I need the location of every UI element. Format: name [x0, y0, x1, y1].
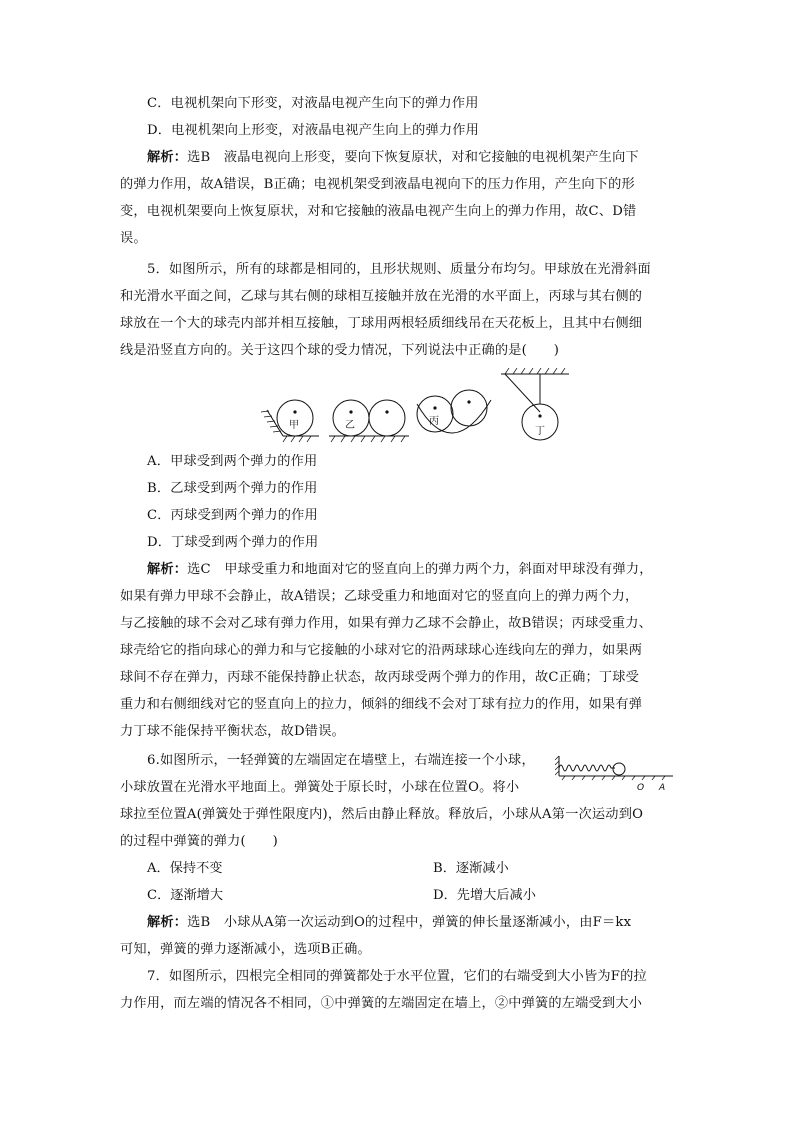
q4-explanation-line-1: 解析：选B 液晶电视向上形变，要向下恢复原状，对和它接触的电视机架产生向下: [147, 150, 639, 165]
q5-option-a: A．甲球受到两个弹力的作用: [147, 454, 318, 469]
q6-spring-figure: [555, 752, 675, 796]
q5-option-b: B．乙球受到两个弹力的作用: [147, 481, 318, 496]
q6-stem-line-4: 的过程中弹簧的弹力( ): [120, 834, 278, 849]
q5-stem-line-3: 球放在一个大的球壳内部并相互接触，丁球用两根轻质细线吊在天花板上，且其中右侧细: [120, 316, 643, 331]
q6-option-a: A．保持不变: [147, 861, 223, 876]
q6-stem-line-2: 小球放置在光滑水平地面上。弹簧处于原长时，小球在位置O。将小: [120, 780, 520, 795]
q5-option-d: D．丁球受到两个弹力的作用: [147, 535, 319, 550]
q6-option-c: C．逐渐增大: [147, 888, 224, 903]
q4-explanation-line-3: 变，电视机架要向上恢复原状，对和它接触的液晶电视产生向上的弹力作用，故C、D错: [120, 204, 637, 219]
label-ding: 丁: [535, 426, 545, 437]
q5-ball-figure: [255, 368, 575, 444]
q5-explanation-line-6: 重力和右侧细线对它的竖直向上的拉力，倾斜的细线不会对丁球有拉力的作用，如果有弹: [120, 697, 643, 712]
ball-yi-setup: [329, 400, 409, 442]
q7-stem-line-1: 7．如图所示，四根完全相同的弹簧都处于水平位置，它们的右端受到大小皆为F的拉: [147, 969, 647, 984]
q5-stem-line-2: 和光滑水平面之间，乙球与其右侧的球相互接触并放在光滑的水平面上，丙球与其右侧的: [120, 289, 643, 304]
q5-explanation-line-2: 如果有弹力甲球不会静止，故A错误；乙球受重力和地面对它的竖直向上的弹力两个力，: [120, 589, 639, 604]
q6-stem-line-3: 球拉至位置A(弹簧处于弹性限度内)，然后由静止释放。释放后，小球从A第一次运动到O: [120, 807, 644, 822]
label-bing: 丙: [429, 416, 439, 427]
label-position-o: O: [637, 783, 645, 793]
label-jia: 甲: [289, 420, 299, 431]
q6-explanation-line-1: 解析：选B 小球从A第一次运动到O的过程中，弹簧的伸长量逐渐减小，由F＝kx: [147, 915, 632, 930]
q5-explanation-line-7: 力丁球不能保持平衡状态，故D错误。: [120, 724, 345, 739]
explanation-label: 解析：: [147, 562, 188, 577]
q5-option-c: C．丙球受到两个弹力的作用: [147, 508, 318, 523]
small-ball: [613, 763, 625, 775]
q5-explanation-line-4: 球壳给它的指向球心的弹力和与它接触的小球对它的沿两球球心连线向左的弹力，如果两: [120, 643, 643, 658]
q4-explanation-line-2: 的弹力作用，故A错误，B正确；电视机架受到液晶电视向下的压力作用，产生向下的形: [120, 177, 635, 192]
explanation-label: 解析：: [147, 915, 188, 930]
q5-explanation-line-5: 球间不存在弹力，丙球不能保持静止状态，故丙球受两个弹力的作用，故C正确；丁球受: [120, 670, 640, 685]
q7-stem-line-2: 力作用，而左端的情况各不相同，①中弹簧的左端固定在墙上，②中弹簧的左端受到大小: [120, 996, 643, 1011]
q5-explanation-line-1: 解析：选C 甲球受重力和地面对它的竖直向上的弹力两个力，斜面对甲球没有弹力，: [147, 562, 653, 577]
q4-option-d: D．电视机架向上形变，对液晶电视产生向上的弹力作用: [147, 123, 480, 138]
q6-stem-line-1: 6.如图所示，一轻弹簧的左端固定在墙壁上，右端连接一个小球，: [147, 753, 535, 768]
q4-explanation-line-4: 误。: [120, 231, 147, 246]
explanation-label: 解析：: [147, 150, 188, 165]
spring-coil: [559, 765, 615, 771]
q5-stem-line-4: 线是沿竖直方向的。关于这四个球的受力情况，下列说法中正确的是( ): [120, 343, 560, 358]
q4-option-c: C．电视机架向下形变，对液晶电视产生向下的弹力作用: [147, 96, 479, 111]
q5-stem-line-1: 5．如图所示，所有的球都是相同的，且形状规则、质量分布均匀。甲球放在光滑斜面: [147, 262, 651, 277]
q5-explanation-line-3: 与乙接触的球不会对乙球有弹力作用，如果有弹力乙球不会静止，故B错误；丙球受重力、: [120, 616, 652, 631]
label-position-a: A: [659, 783, 666, 793]
q6-option-d: D．先增大后减小: [433, 888, 536, 903]
label-yi: 乙: [345, 420, 355, 431]
q6-option-b: B．逐渐减小: [433, 861, 509, 876]
q6-explanation-line-2: 可知，弹簧的弹力逐渐减小，选项B正确。: [120, 942, 371, 957]
